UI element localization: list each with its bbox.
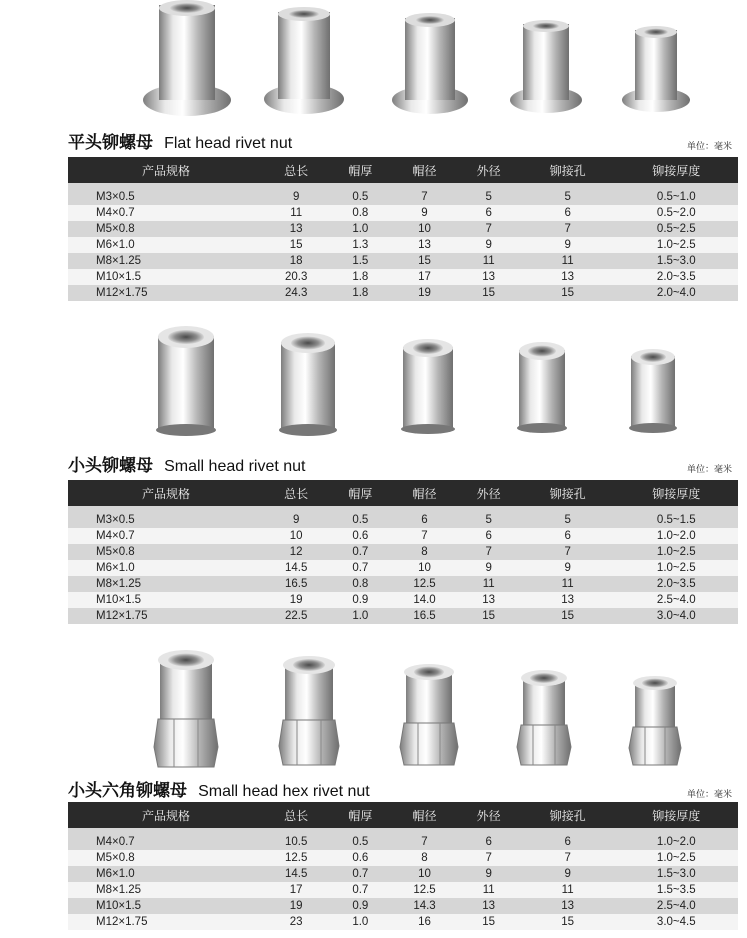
header-cell: 铆接孔 bbox=[521, 157, 615, 183]
table-cell: 20.3 bbox=[264, 269, 328, 285]
table-cell: M12×1.75 bbox=[68, 285, 264, 301]
table-cell: M5×0.8 bbox=[68, 544, 264, 560]
section-title-en: Small head hex rivet nut bbox=[198, 783, 370, 800]
flat-head-photos bbox=[0, 0, 747, 125]
table-cell: 15 bbox=[457, 914, 521, 930]
table-cell: 7 bbox=[521, 544, 615, 560]
table-cell: M10×1.5 bbox=[68, 592, 264, 608]
table-cell: 7 bbox=[392, 828, 456, 850]
table-cell: 13 bbox=[521, 592, 615, 608]
table-cell: 1.0~2.0 bbox=[615, 528, 738, 544]
table-cell: 19 bbox=[264, 898, 328, 914]
table-row bbox=[68, 544, 738, 560]
table-cell: 5 bbox=[457, 506, 521, 528]
table-cell: 1.5~3.0 bbox=[615, 866, 738, 882]
table-cell: 14.5 bbox=[264, 560, 328, 576]
flat-head-nut-image bbox=[142, 0, 232, 122]
section-title-en: Flat head rivet nut bbox=[164, 135, 293, 152]
table-cell: 1.0 bbox=[328, 608, 392, 624]
table-cell: 13 bbox=[457, 269, 521, 285]
hex-nut-image bbox=[275, 653, 343, 767]
table-cell: 6 bbox=[521, 205, 615, 221]
table-cell: 7 bbox=[521, 221, 615, 237]
table-cell: 2.0~4.0 bbox=[615, 285, 738, 301]
small-head-title bbox=[68, 451, 740, 477]
table-cell: 10 bbox=[264, 528, 328, 544]
header-cell: 外径 bbox=[457, 480, 521, 506]
table-cell: 1.8 bbox=[328, 269, 392, 285]
table-row bbox=[68, 592, 738, 608]
table-cell: 6 bbox=[457, 828, 521, 850]
table-cell: 3.0~4.0 bbox=[615, 608, 738, 624]
table-cell: 11 bbox=[457, 253, 521, 269]
header-cell: 产品规格 bbox=[68, 480, 264, 506]
table-cell: M3×0.5 bbox=[68, 506, 264, 528]
table-row bbox=[68, 205, 738, 221]
table-row bbox=[68, 828, 738, 850]
table-cell: M8×1.25 bbox=[68, 576, 264, 592]
table-cell: 1.5~3.5 bbox=[615, 882, 738, 898]
table-row bbox=[68, 560, 738, 576]
hex-head-spec-table bbox=[68, 802, 738, 930]
table-cell: 2.0~3.5 bbox=[615, 576, 738, 592]
table-cell: 13 bbox=[457, 592, 521, 608]
section-title-en: Small head rivet nut bbox=[164, 458, 306, 475]
table-cell: 1.0~2.5 bbox=[615, 237, 738, 253]
section-title-zh: 小头铆螺母 bbox=[68, 456, 153, 476]
table-cell: 1.0~2.5 bbox=[615, 560, 738, 576]
table-cell: 13 bbox=[521, 898, 615, 914]
table-cell: 11 bbox=[457, 576, 521, 592]
table-cell: 0.6 bbox=[328, 850, 392, 866]
table-row bbox=[68, 528, 738, 544]
header-cell: 铆接孔 bbox=[521, 802, 615, 828]
table-header-row bbox=[68, 157, 738, 183]
table-cell: 7 bbox=[457, 850, 521, 866]
table-cell: 0.8 bbox=[328, 576, 392, 592]
table-cell: 9 bbox=[392, 205, 456, 221]
table-row bbox=[68, 898, 738, 914]
table-cell: 15 bbox=[457, 285, 521, 301]
table-cell: M5×0.8 bbox=[68, 850, 264, 866]
table-header-row bbox=[68, 480, 738, 506]
table-cell: 13 bbox=[521, 269, 615, 285]
table-cell: 1.0 bbox=[328, 221, 392, 237]
table-cell: 1.5~3.0 bbox=[615, 253, 738, 269]
table-cell: 1.3 bbox=[328, 237, 392, 253]
table-cell: 16.5 bbox=[392, 608, 456, 624]
table-cell: M6×1.0 bbox=[68, 237, 264, 253]
table-cell: 6 bbox=[392, 506, 456, 528]
table-cell: 1.5 bbox=[328, 253, 392, 269]
table-cell: 9 bbox=[457, 560, 521, 576]
header-cell: 总长 bbox=[264, 480, 328, 506]
hex-nut-image bbox=[626, 673, 684, 767]
table-cell: 6 bbox=[521, 828, 615, 850]
table-cell: 1.0~2.0 bbox=[615, 828, 738, 850]
header-cell: 帽径 bbox=[392, 480, 456, 506]
table-cell: 9 bbox=[457, 866, 521, 882]
table-cell: M4×0.7 bbox=[68, 528, 264, 544]
table-cell: 12.5 bbox=[264, 850, 328, 866]
table-cell: 13 bbox=[264, 221, 328, 237]
flat-head-nut-image bbox=[390, 10, 470, 118]
table-cell: 0.9 bbox=[328, 898, 392, 914]
table-cell: 15 bbox=[264, 237, 328, 253]
table-row bbox=[68, 882, 738, 898]
table-cell: 2.5~4.0 bbox=[615, 592, 738, 608]
table-cell: 10 bbox=[392, 866, 456, 882]
table-cell: 15 bbox=[521, 285, 615, 301]
table-cell: 14.5 bbox=[264, 866, 328, 882]
table-cell: 1.8 bbox=[328, 285, 392, 301]
table-cell: 1.0~2.5 bbox=[615, 544, 738, 560]
table-cell: 12.5 bbox=[392, 576, 456, 592]
header-cell: 铆接厚度 bbox=[615, 157, 738, 183]
table-cell: 14.0 bbox=[392, 592, 456, 608]
table-row bbox=[68, 506, 738, 528]
table-cell: 5 bbox=[521, 506, 615, 528]
table-cell: 9 bbox=[264, 506, 328, 528]
table-cell: 9 bbox=[521, 866, 615, 882]
flat-head-nut-image bbox=[262, 4, 346, 119]
table-cell: M10×1.5 bbox=[68, 898, 264, 914]
section-title-zh: 小头六角铆螺母 bbox=[68, 781, 187, 801]
table-cell: 6 bbox=[521, 528, 615, 544]
table-cell: 17 bbox=[392, 269, 456, 285]
table-cell: 9 bbox=[521, 237, 615, 253]
table-cell: 16 bbox=[392, 914, 456, 930]
table-cell: 19 bbox=[264, 592, 328, 608]
table-cell: 11 bbox=[264, 205, 328, 221]
table-cell: 12 bbox=[264, 544, 328, 560]
small-head-nut-image bbox=[150, 324, 222, 438]
table-cell: 13 bbox=[392, 237, 456, 253]
flat-head-nut-image bbox=[620, 22, 692, 116]
table-row bbox=[68, 269, 738, 285]
table-cell: M4×0.7 bbox=[68, 205, 264, 221]
table-cell: M12×1.75 bbox=[68, 608, 264, 624]
table-cell: 11 bbox=[521, 253, 615, 269]
table-cell: 10 bbox=[392, 221, 456, 237]
table-cell: 0.6 bbox=[328, 528, 392, 544]
table-cell: 0.5~2.5 bbox=[615, 221, 738, 237]
hex-head-title bbox=[68, 776, 740, 802]
unit-label: 单位：毫米 bbox=[686, 465, 732, 475]
table-cell: M5×0.8 bbox=[68, 221, 264, 237]
table-cell: 0.5 bbox=[328, 828, 392, 850]
table-cell: 0.7 bbox=[328, 866, 392, 882]
small-head-nut-image bbox=[512, 340, 572, 434]
table-cell: 1.0~2.5 bbox=[615, 850, 738, 866]
table-cell: 17 bbox=[264, 882, 328, 898]
header-cell: 产品规格 bbox=[68, 802, 264, 828]
table-cell: 8 bbox=[392, 544, 456, 560]
header-cell: 铆接孔 bbox=[521, 480, 615, 506]
table-cell: 0.5~1.0 bbox=[615, 183, 738, 205]
table-cell: M10×1.5 bbox=[68, 269, 264, 285]
table-cell: M3×0.5 bbox=[68, 183, 264, 205]
table-cell: M12×1.75 bbox=[68, 914, 264, 930]
table-cell: M6×1.0 bbox=[68, 866, 264, 882]
header-cell: 帽厚 bbox=[328, 480, 392, 506]
table-row bbox=[68, 914, 738, 930]
table-row bbox=[68, 866, 738, 882]
table-cell: 7 bbox=[392, 183, 456, 205]
table-cell: 0.9 bbox=[328, 592, 392, 608]
table-cell: 9 bbox=[264, 183, 328, 205]
small-head-nut-image bbox=[624, 346, 682, 434]
table-cell: 5 bbox=[457, 183, 521, 205]
header-cell: 产品规格 bbox=[68, 157, 264, 183]
table-cell: M4×0.7 bbox=[68, 828, 264, 850]
header-cell: 总长 bbox=[264, 157, 328, 183]
table-cell: 0.5~1.5 bbox=[615, 506, 738, 528]
header-cell: 帽厚 bbox=[328, 802, 392, 828]
hex-nut-image bbox=[513, 667, 575, 767]
table-row bbox=[68, 608, 738, 624]
table-cell: 2.0~3.5 bbox=[615, 269, 738, 285]
table-cell: 0.7 bbox=[328, 560, 392, 576]
table-cell: 11 bbox=[457, 882, 521, 898]
table-row bbox=[68, 237, 738, 253]
table-cell: 7 bbox=[457, 221, 521, 237]
flat-head-title bbox=[68, 128, 740, 154]
table-cell: 22.5 bbox=[264, 608, 328, 624]
table-row bbox=[68, 285, 738, 301]
table-cell: 11 bbox=[521, 576, 615, 592]
table-cell: 7 bbox=[457, 544, 521, 560]
small-head-photos bbox=[0, 322, 747, 447]
unit-label: 单位：毫米 bbox=[686, 790, 732, 800]
table-cell: 2.5~4.0 bbox=[615, 898, 738, 914]
table-cell: 13 bbox=[457, 898, 521, 914]
table-cell: 11 bbox=[521, 882, 615, 898]
table-cell: 0.5~2.0 bbox=[615, 205, 738, 221]
table-cell: 15 bbox=[392, 253, 456, 269]
table-row bbox=[68, 850, 738, 866]
table-cell: 0.7 bbox=[328, 544, 392, 560]
table-cell: 0.8 bbox=[328, 205, 392, 221]
table-cell: 7 bbox=[392, 528, 456, 544]
table-cell: 12.5 bbox=[392, 882, 456, 898]
small-head-nut-image bbox=[273, 330, 343, 438]
flat-head-nut-image bbox=[508, 16, 584, 116]
table-cell: 19 bbox=[392, 285, 456, 301]
table-cell: 24.3 bbox=[264, 285, 328, 301]
table-cell: 18 bbox=[264, 253, 328, 269]
table-cell: 0.5 bbox=[328, 183, 392, 205]
header-cell: 铆接厚度 bbox=[615, 480, 738, 506]
table-cell: 6 bbox=[457, 528, 521, 544]
table-row bbox=[68, 183, 738, 205]
header-cell: 总长 bbox=[264, 802, 328, 828]
table-cell: 9 bbox=[457, 237, 521, 253]
header-cell: 外径 bbox=[457, 157, 521, 183]
unit-label: 单位：毫米 bbox=[686, 142, 732, 152]
table-row bbox=[68, 253, 738, 269]
header-cell: 帽径 bbox=[392, 157, 456, 183]
section-title-zh: 平头铆螺母 bbox=[68, 133, 153, 153]
table-cell: 0.7 bbox=[328, 882, 392, 898]
table-cell: 15 bbox=[457, 608, 521, 624]
small-head-spec-table bbox=[68, 480, 738, 624]
table-cell: M8×1.25 bbox=[68, 253, 264, 269]
table-header-row bbox=[68, 802, 738, 828]
table-cell: 14.3 bbox=[392, 898, 456, 914]
header-cell: 帽厚 bbox=[328, 157, 392, 183]
table-cell: 8 bbox=[392, 850, 456, 866]
header-cell: 帽径 bbox=[392, 802, 456, 828]
table-cell: 16.5 bbox=[264, 576, 328, 592]
table-cell: 7 bbox=[521, 850, 615, 866]
hex-nut-image bbox=[150, 647, 222, 769]
table-cell: M6×1.0 bbox=[68, 560, 264, 576]
table-row bbox=[68, 221, 738, 237]
table-cell: 10.5 bbox=[264, 828, 328, 850]
hex-head-photos bbox=[0, 645, 747, 773]
table-cell: 0.5 bbox=[328, 506, 392, 528]
table-row bbox=[68, 576, 738, 592]
table-cell: 15 bbox=[521, 914, 615, 930]
table-cell: 10 bbox=[392, 560, 456, 576]
table-cell: 3.0~4.5 bbox=[615, 914, 738, 930]
header-cell: 外径 bbox=[457, 802, 521, 828]
small-head-nut-image bbox=[396, 336, 460, 436]
hex-nut-image bbox=[396, 661, 462, 767]
flat-head-spec-table bbox=[68, 157, 738, 301]
table-cell: 6 bbox=[457, 205, 521, 221]
table-cell: 9 bbox=[521, 560, 615, 576]
table-cell: 5 bbox=[521, 183, 615, 205]
table-cell: 23 bbox=[264, 914, 328, 930]
table-cell: 1.0 bbox=[328, 914, 392, 930]
table-cell: 15 bbox=[521, 608, 615, 624]
header-cell: 铆接厚度 bbox=[615, 802, 738, 828]
table-cell: M8×1.25 bbox=[68, 882, 264, 898]
